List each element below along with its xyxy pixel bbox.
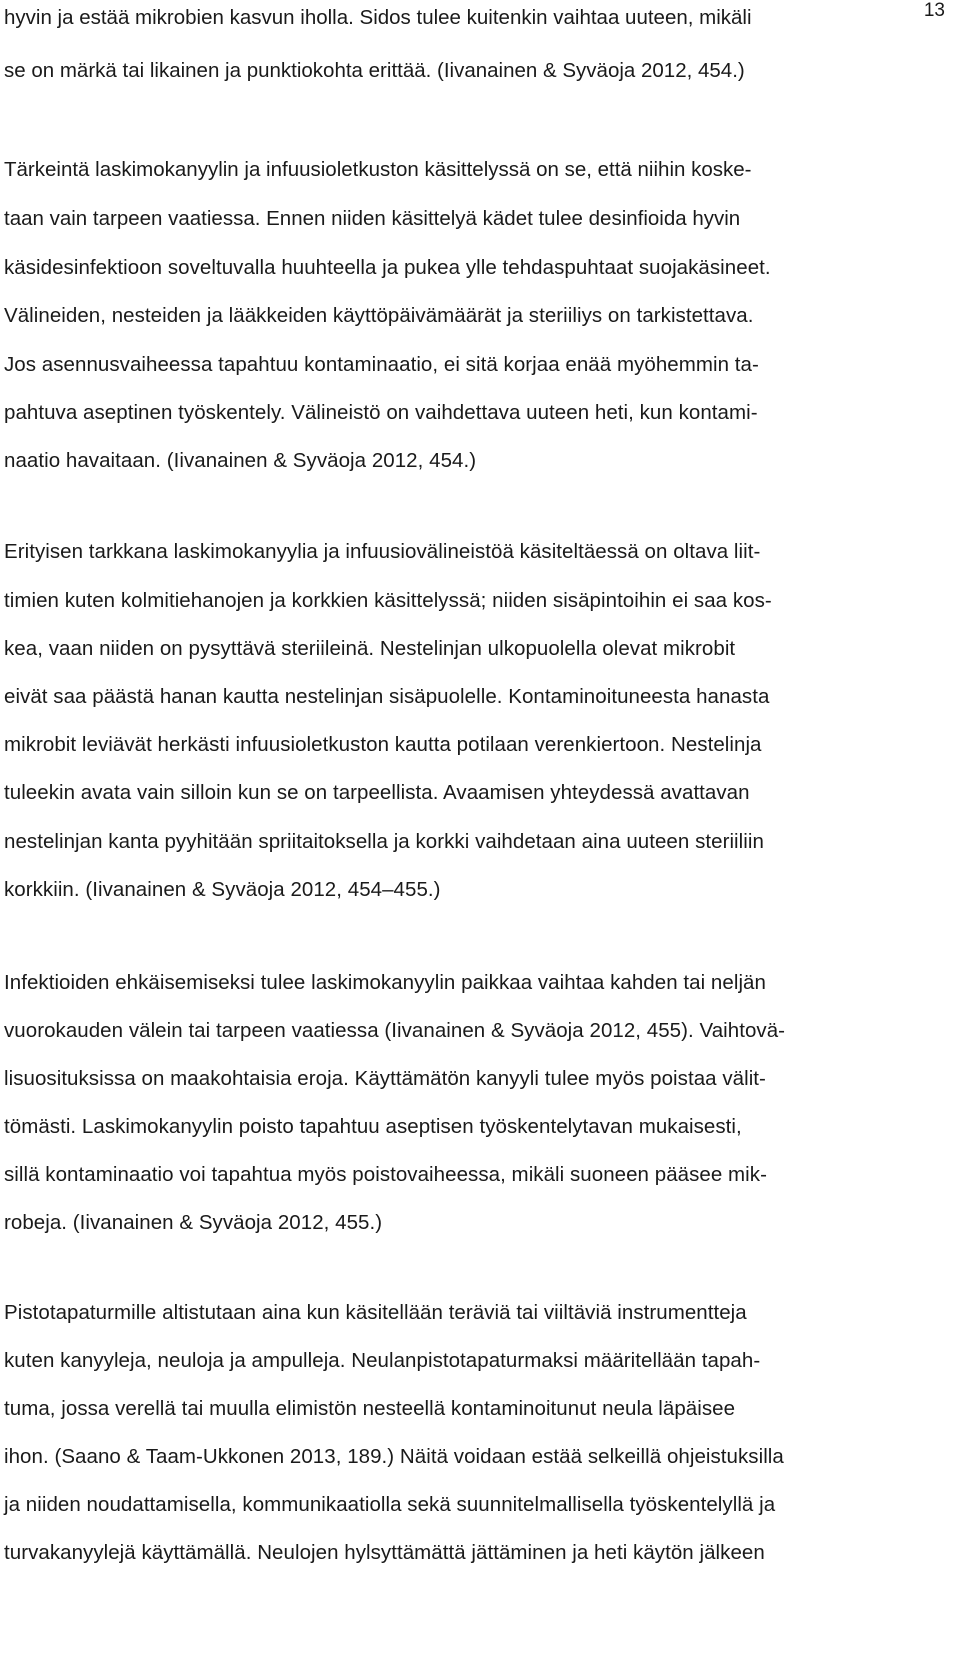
text-line: käsidesinfektioon soveltuvalla huuhteella ja pukea ylle tehdaspuhtaat suojakäsineet. xyxy=(4,256,771,279)
text-line: Jos asennusvaiheessa tapahtuu kontaminaatio, ei sitä korjaa enää myöhemmin ta- xyxy=(4,353,759,376)
text-line: tömästi. Laskimokanyylin poisto tapahtuu aseptisen työskentelytavan mukaisesti, xyxy=(4,1115,742,1138)
text-line: Välineiden, nesteiden ja lääkkeiden käyttöpäivämäärät ja steriiliys on tarkistettava. xyxy=(4,304,754,327)
text-line: se on märkä tai likainen ja punktiokohta erittää. (Iivanainen & Syväoja 2012, 454.) xyxy=(4,59,745,82)
text-line: kuten kanyyleja, neuloja ja ampulleja. Neulanpistotapaturmaksi määritellään tapah- xyxy=(4,1349,761,1372)
text-line: Erityisen tarkkana laskimokanyylia ja infuusiovälineistöä käsiteltäessä on oltava liit- xyxy=(4,540,761,563)
text-line: taan vain tarpeen vaatiessa. Ennen niiden käsittelyä kädet tulee desinfioida hyvin xyxy=(4,207,741,230)
text-line: naatio havaitaan. (Iivanainen & Syväoja 2012, 454.) xyxy=(4,449,477,472)
text-line: robeja. (Iivanainen & Syväoja 2012, 455.) xyxy=(4,1211,383,1234)
text-line: mikrobit leviävät herkästi infuusioletkuston kautta potilaan verenkiertoon. Nestelinja xyxy=(4,733,762,756)
page-number: 13 xyxy=(923,0,945,21)
text-line: ja niiden noudattamisella, kommunikaatiolla sekä suunnitelmallisella työskentelyllä ja xyxy=(4,1493,776,1516)
text-line: hyvin ja estää mikrobien kasvun iholla. Sidos tulee kuitenkin vaihtaa uuteen, mikäli xyxy=(4,6,752,29)
text-line: tuma, jossa verellä tai muulla elimistön nesteellä kontaminoitunut neula läpäisee xyxy=(4,1397,736,1420)
text-line: pahtuva aseptinen työskentely. Välineistö on vaihdettava uuteen heti, kun kontami- xyxy=(4,401,758,424)
text-line: Pistotapaturmille altistutaan aina kun käsitellään teräviä tai viiltäviä instrumentteja xyxy=(4,1301,747,1324)
text-line: sillä kontaminaatio voi tapahtua myös poistovaiheessa, mikäli suoneen pääsee mik- xyxy=(4,1163,767,1186)
text-line: ihon. (Saano & Taam-Ukkonen 2013, 189.) Näitä voidaan estää selkeillä ohjeistuksilla xyxy=(4,1445,784,1468)
text-line: eivät saa päästä hanan kautta nestelinjan sisäpuolelle. Kontaminoituneesta hanasta xyxy=(4,685,770,708)
text-line: tuleekin avata vain silloin kun se on tarpeellista. Avaamisen yhteydessä avattavan xyxy=(4,781,750,804)
text-line: lisuosituksissa on maakohtaisia eroja. Käyttämätön kanyyli tulee myös poistaa välit- xyxy=(4,1067,766,1090)
text-line: vuorokauden välein tai tarpeen vaatiessa (Iivanainen & Syväoja 2012, 455). Vaihtovä- xyxy=(4,1019,786,1042)
text-line: Infektioiden ehkäisemiseksi tulee laskimokanyylin paikkaa vaihtaa kahden tai neljän xyxy=(4,971,766,994)
text-line: turvakanyylejä käyttämällä. Neulojen hylsyttämättä jättäminen ja heti käytön jälkeen xyxy=(4,1541,765,1564)
text-line: kea, vaan niiden on pysyttävä steriileinä. Nestelinjan ulkopuolella olevat mikrobit xyxy=(4,637,736,660)
text-line: nestelinjan kanta pyyhitään spriitaitoksella ja korkki vaihdetaan aina uuteen steriiliin xyxy=(4,830,764,853)
text-line: timien kuten kolmitiehanojen ja korkkien käsittelyssä; niiden sisäpintoihin ei saa kos- xyxy=(4,589,772,612)
text-line: korkkiin. (Iivanainen & Syväoja 2012, 454–455.) xyxy=(4,878,441,901)
text-line: Tärkeintä laskimokanyylin ja infuusioletkuston käsittelyssä on se, että niihin koske- xyxy=(4,158,752,181)
